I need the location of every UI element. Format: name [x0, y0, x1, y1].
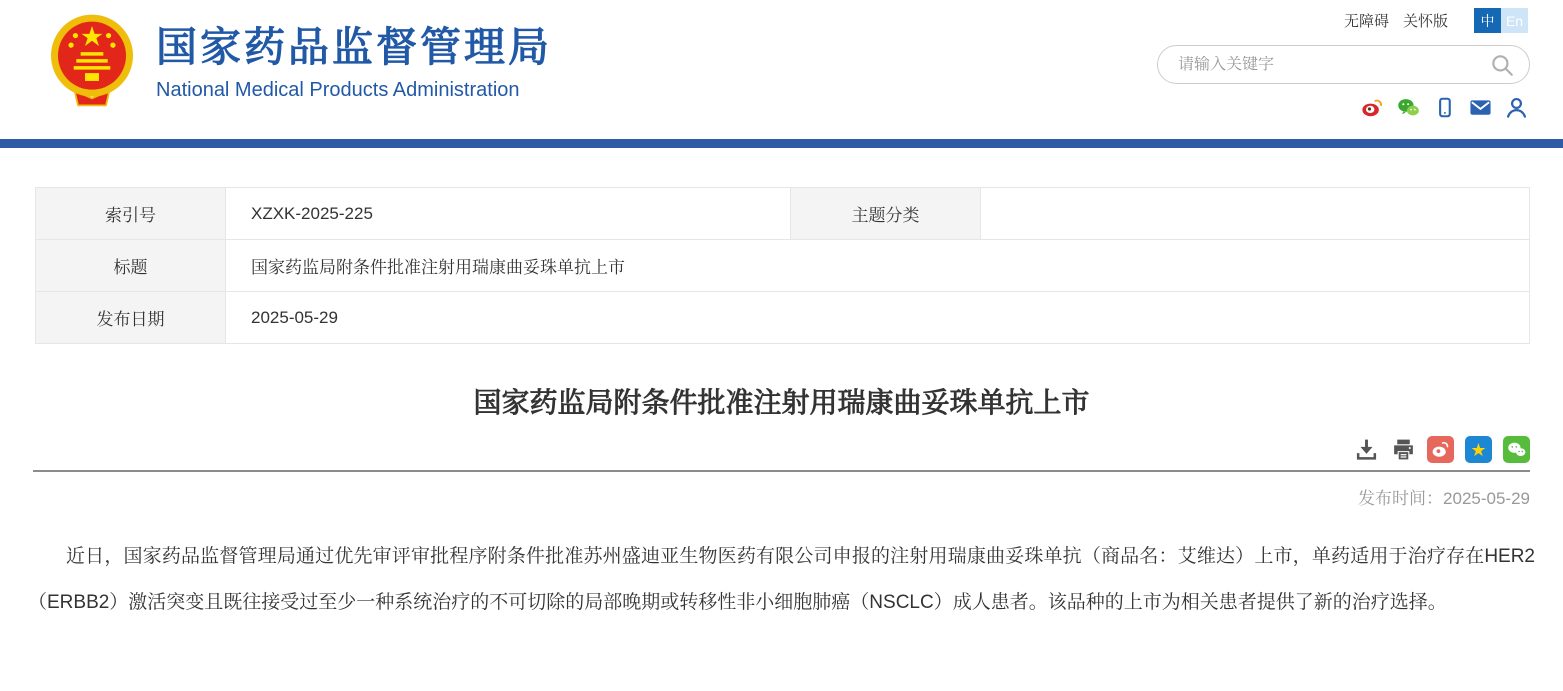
- publish-time: [1358, 484, 1530, 509]
- mail-icon[interactable]: [1469, 96, 1492, 119]
- national-emblem-icon: [48, 12, 136, 108]
- share-wechat-icon[interactable]: [1503, 436, 1530, 463]
- search-box: [1157, 45, 1530, 84]
- search-input[interactable]: [1178, 56, 1489, 74]
- publish-date-label: 发布日期: [36, 292, 226, 344]
- document-meta-table: [35, 187, 1530, 344]
- accessibility-link[interactable]: 无障碍: [1343, 13, 1389, 30]
- print-icon[interactable]: [1390, 437, 1416, 463]
- title-value: 国家药监局附条件批准注射用瑞康曲妥珠单抗上市: [226, 240, 1530, 292]
- publish-time-label: 发布时间：: [1358, 489, 1444, 508]
- share-qzone-icon[interactable]: ★: [1465, 436, 1492, 463]
- weibo-icon[interactable]: [1361, 96, 1384, 119]
- lang-en-button[interactable]: En: [1501, 8, 1528, 33]
- language-toggle: [1474, 8, 1528, 33]
- topic-category-value: [981, 188, 1530, 240]
- publish-date-value: 2025-05-29: [226, 292, 1530, 344]
- header-utility-bar: [1344, 8, 1528, 33]
- table-row: [36, 292, 1530, 344]
- site-logo[interactable]: [48, 12, 552, 108]
- article-body-paragraph: 近日，国家药品监督管理局通过优先审评审批程序附条件批准苏州盛迪亚生物医药有限公司申报的注射用瑞康曲妥珠单抗（商品名：艾维达）上市，单药适用于治疗存在HER2（ERBB2）激活突变且既往接受过至少一种系统治疗的不可切除的局部晚期或转移性非小细胞肺癌（NSCLC）成人患者。该品种的上市为相关患者提供了新的治疗选择。: [28, 546, 1535, 613]
- table-row: [36, 240, 1530, 292]
- care-version-link[interactable]: 关怀版: [1402, 13, 1448, 30]
- title-label: 标题: [36, 240, 226, 292]
- user-icon[interactable]: [1505, 96, 1528, 119]
- download-icon[interactable]: [1353, 437, 1379, 463]
- logo-text: [156, 19, 552, 102]
- index-number-value: XZXK-2025-225: [226, 188, 791, 240]
- title-divider: [33, 470, 1530, 472]
- logo-subtitle: National Medical Products Administration: [156, 78, 520, 101]
- lang-zh-button[interactable]: 中: [1474, 8, 1501, 33]
- site-header: [0, 0, 1563, 139]
- header-social-icons: [1361, 96, 1528, 119]
- index-number-label: 索引号: [36, 188, 226, 240]
- table-row: [36, 188, 1530, 240]
- article-toolbar: [1353, 436, 1530, 463]
- mobile-icon[interactable]: [1433, 96, 1456, 119]
- header-divider-bar: [0, 139, 1563, 148]
- wechat-icon[interactable]: [1397, 96, 1420, 119]
- search-icon[interactable]: [1489, 52, 1515, 78]
- logo-title: 国家药品监督管理局: [156, 23, 552, 70]
- topic-category-label: 主题分类: [791, 188, 981, 240]
- page-title: 国家药监局附条件批准注射用瑞康曲妥珠单抗上市: [473, 387, 1090, 418]
- share-weibo-icon[interactable]: [1427, 436, 1454, 463]
- publish-time-value: 2025-05-29: [1443, 489, 1530, 508]
